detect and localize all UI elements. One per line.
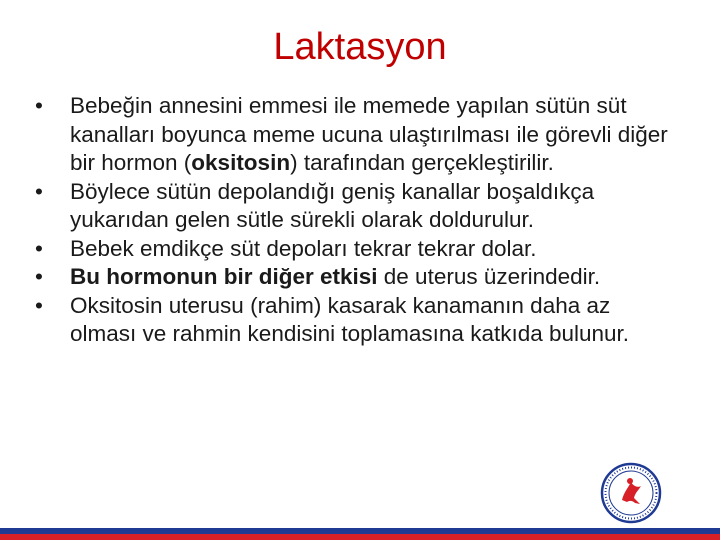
bullet-text-bold: Bu hormonun bir diğer etkisi (70, 264, 378, 289)
bullet-item (30, 292, 680, 349)
bullet-text-bold: oksitosin (191, 150, 291, 175)
bullet-text: Oksitosin uterusu (rahim) kasarak kanamanın daha az olması ve rahmin kendisini toplamasına katkıda bulunur. (70, 292, 630, 346)
bullet-text: de uterus üzerindedir. (377, 264, 601, 289)
bullet-dot: • (35, 93, 43, 118)
bullet-dot: • (35, 178, 43, 204)
bullet-dot: • (35, 264, 43, 289)
bullet-item (30, 92, 680, 178)
bullet-text: ) tarafından gerçekleştirilir. (290, 150, 554, 175)
slide-title: Laktasyon (273, 26, 447, 68)
footer-bar (0, 528, 720, 540)
footer-stripe-red (0, 534, 720, 540)
bullet-dot: • (35, 235, 43, 261)
bullet-text: Böylece sütün depolandığı geniş kanallar boşaldıkça yukarıdan gelen sütle sürekli olarak doldurulur. (70, 178, 595, 232)
bullet-dot: • (35, 292, 43, 318)
university-seal-icon (600, 462, 662, 524)
bullet-item (30, 178, 680, 235)
bullet-item (30, 235, 680, 264)
bullet-item (30, 263, 680, 292)
bullet-text: Bebeğin annesini emmesi ile memede yapılan sütün süt kanalları boyunca meme ucuna ulaştırılması ile görevli diğer bir hormon ( (70, 93, 668, 175)
bullet-list (30, 92, 680, 349)
bullet-text: Bebek emdikçe süt depoları tekrar tekrar dolar. (70, 235, 537, 261)
